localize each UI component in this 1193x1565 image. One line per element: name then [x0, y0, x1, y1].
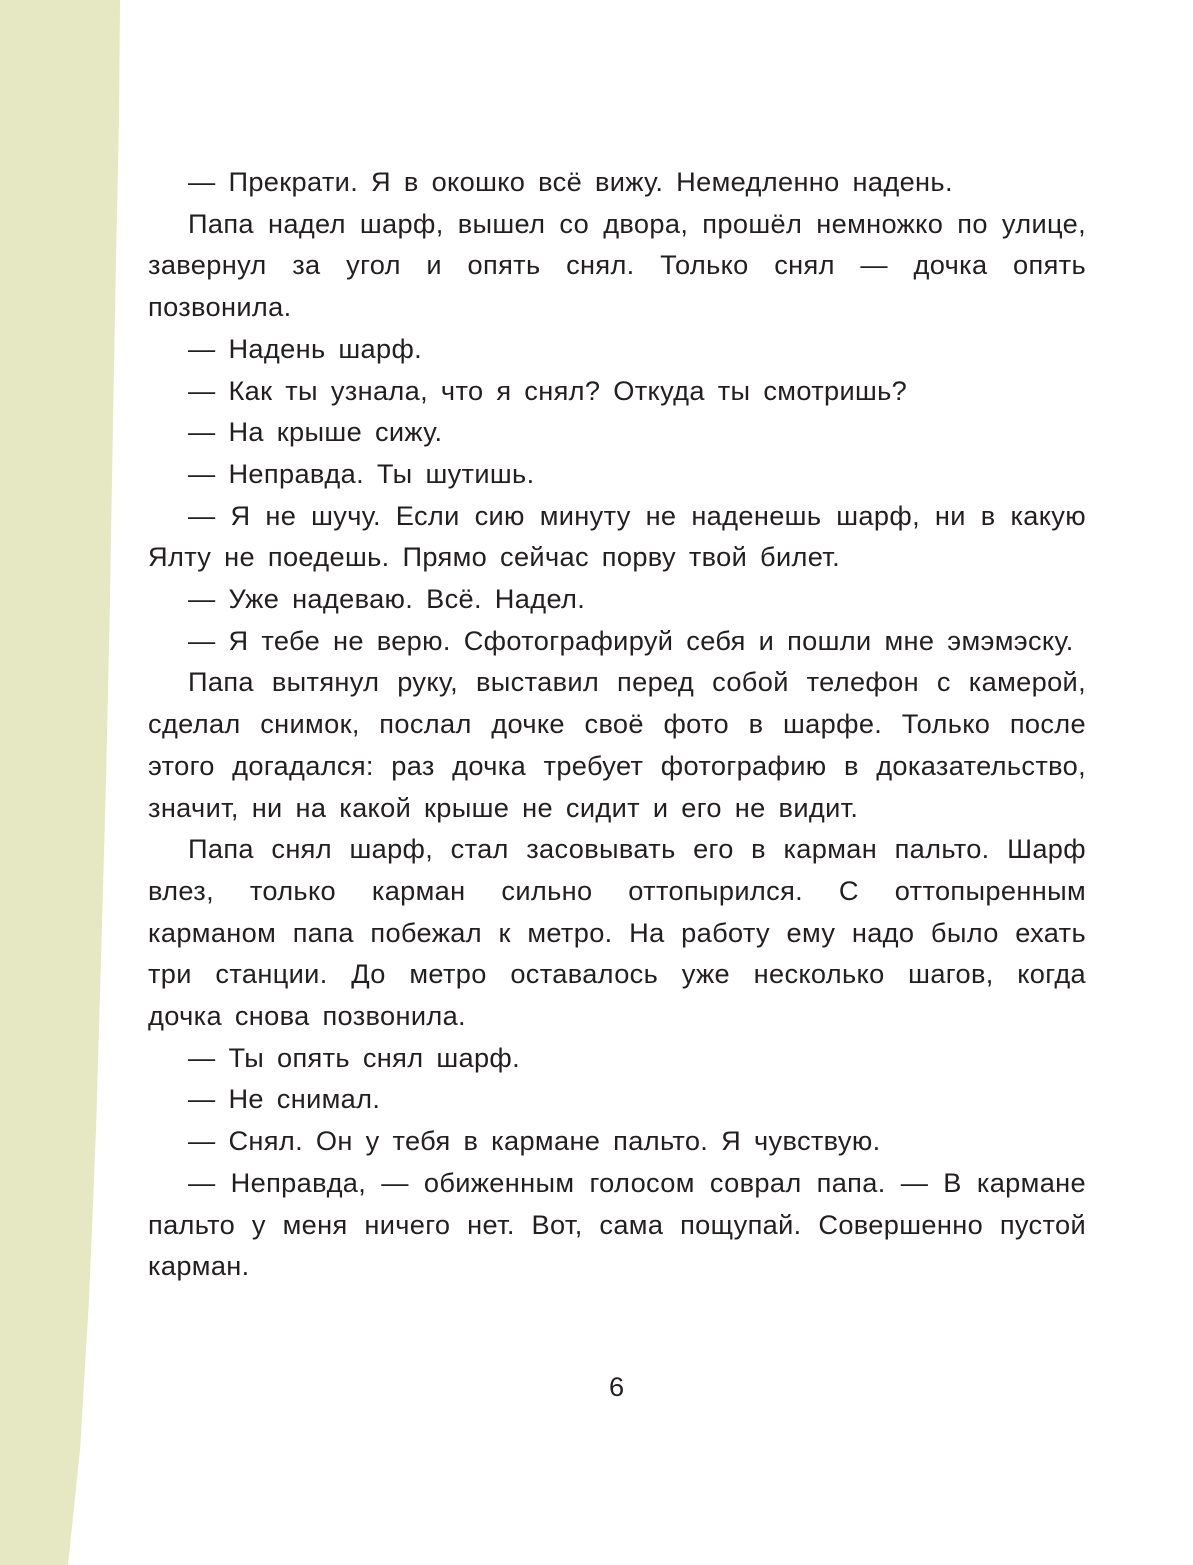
- page-number: 6: [608, 1371, 625, 1402]
- paragraph-3: — Надень шарф.: [188, 332, 423, 364]
- paragraph-1: — Прекрати. Я в окошко всё вижу. Немедленно надень.: [188, 166, 953, 197]
- paragraph-5: — На крыше сижу.: [188, 416, 443, 448]
- paragraph-10: Папа вытянул руку, выставил перед собой телефон с камерой, сделал снимок, послал дочке своё фото в шарфе. Только после этого догадался: раз дочка требует фотографию в доказательство, значит, ни на какой крыше не сидит и его не видит.: [148, 666, 1086, 823]
- paragraph-4: — Как ты узнала, что я снял? Откуда ты смотришь?: [188, 374, 908, 406]
- paragraph-13: — Не снимал.: [188, 1083, 381, 1115]
- paragraph-12: — Ты опять снял шарф.: [188, 1041, 521, 1073]
- paragraph-6: — Неправда. Ты шутишь.: [188, 457, 535, 489]
- paragraph-8: — Уже надеваю. Всё. Надел.: [188, 583, 586, 615]
- paragraph-11: Папа снял шарф, стал засовывать его в карман пальто. Шарф влез, только карман сильно оттопырился. С оттопыренным карманом папа побежал к метро. На работу ему надо было ехать три станции. До метро оставалось уже несколько шагов, когда дочка снова позвонила.: [148, 833, 1086, 1032]
- story-text: [148, 161, 1086, 1287]
- paragraph-9: — Я тебе не верю. Сфотографируй себя и пошли мне эмэмэску.: [188, 624, 1074, 656]
- paragraph-15: — Неправда, — обиженным голосом соврал папа. — В кармане пальто у меня ничего нет. Вот, сама пощупай. Совершенно пустой карман.: [148, 1166, 1086, 1282]
- paragraph-2: Папа надел шарф, вышел со двора, прошёл немножко по улице, завернул за угол и опять снял. Только снял — дочка опять позвонила.: [148, 207, 1086, 323]
- paragraph-14: — Снял. Он у тебя в кармане пальто. Я чувствую.: [188, 1125, 881, 1157]
- paragraph-7: — Я не шучу. Если сию минуту не наденешь шарф, ни в какую Ялту не поедешь. Прямо сейчас порву твой билет.: [148, 499, 1086, 573]
